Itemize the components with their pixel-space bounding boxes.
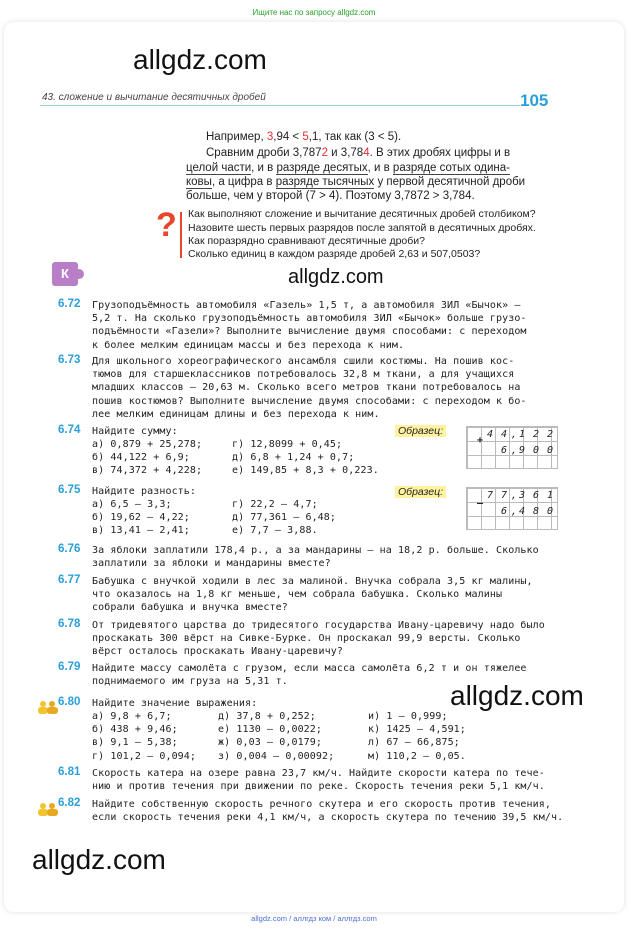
task-text: Скорость катера на озере равна 23,7 км/ч. Найдите скорости катера по тече- нию и против течения при движении по реке. Скорость течения реки 5,1 км/ч. [92, 768, 545, 793]
task-text: За яблоки заплатили 178,4 р., а за мандарины — на 18,2 р. больше. Сколько заплатили за яблоки и мандарины вместе? [92, 545, 539, 570]
example-line-5: больше, чем у второй (7 > 4). Поэтому 3,7872 > 3,784. [186, 190, 475, 202]
header-rule [40, 105, 520, 106]
question-1: Как выполняют сложение и вычитание десятичных дробей столбиком? [188, 208, 536, 220]
watermark-top: allgdz.com [133, 44, 267, 75]
task-items-col2: г) 22,2 – 4,7; д) 77,361 – 6,48; е) 7,7 – 3,88. [232, 499, 337, 537]
task-text: Для школьного хореографического ансамбля сшили костюмы. На пошив кос- тюмов для старшеклассников потребовалось 32,8 м ткани, а для учащихся младших классов — 20,63 м. Сколько всего метров ткани потребовалось на пошив костюмов? Выполните вычисление двумя способами: с переходом к бо- лее мелким единицам длины и без перехода к ним. [92, 356, 527, 420]
question-bracket [180, 212, 182, 258]
page-number: 105 [520, 91, 549, 110]
k-level-badge: К [52, 262, 78, 286]
task-number: 6.76 [58, 543, 81, 555]
task-number: 6.72 [58, 298, 81, 310]
example-line-2: Сравним дроби 3,7872 и 3,784. В этих дробях цифры и в [206, 147, 511, 159]
task-title: Найдите сумму: [92, 426, 178, 437]
sample-addition-grid: + 4 4 , 1 2 2 6 , 9 0 0 [466, 426, 558, 469]
task-text: Грузоподъёмность автомобиля «Газель» 1,5 т, а автомобиля ЗИЛ «Бычок» — 5,2 т. На сколько грузоподъёмность автомобиля ЗИЛ «Бычок» больше грузо- подъёмности «Газели»? Выполните вычисление двумя способами: с переходом к более мелким единицам массы и без перехода к ним. [92, 300, 527, 351]
example-line-4: ковы, а цифра в разряде тысячных у первой десятичной дроби [186, 176, 526, 188]
question-3: Как поразрядно сравнивают десятичные дроби? [188, 235, 425, 247]
task-items-col1: а) 6,5 – 3,3; б) 19,62 – 4,22; в) 13,41 – 2,41; [92, 499, 190, 537]
example-line-1: Например, 3,94 < 5,1, так как (3 < 5). [206, 131, 402, 143]
task-items-col1: а) 0,879 + 25,278; б) 44,122 + 6,9; в) 74,372 + 4,228; [92, 439, 203, 477]
top-search-hint[interactable]: Ищите нас по запросу allgdz.com [252, 8, 376, 17]
question-4: Сколько единиц в каждом разряде дробей 2,63 и 507,0503? [188, 248, 481, 260]
task-title: Найдите значение выражения: [92, 698, 258, 709]
group-work-icon [36, 802, 60, 816]
task-number: 6.81 [58, 766, 81, 778]
example-line-3: целой части, и в разряде десятых, и в разряде сотых одина- [186, 162, 511, 174]
group-work-icon [36, 700, 60, 714]
task-number: 6.80 [58, 696, 81, 708]
task-items-col3: и) 1 – 0,999; к) 1425 – 4,591; л) 67 – 66,875; м) 110,2 – 0,05. [368, 711, 466, 762]
question-mark-icon: ? [156, 206, 177, 244]
watermark-right: allgdz.com [450, 680, 584, 711]
task-text: Найдите собственную скорость речного скутера и его скорость против течения, если скорость течения реки 4,1 км/ч, а скорость скутера по течению 39,5 км/ч. [92, 799, 564, 824]
watermark-bottom: allgdz.com [32, 844, 166, 875]
sample-subtraction-grid: – 7 7 , 3 6 1 6 , 4 8 0 [466, 487, 558, 530]
task-number: 6.77 [58, 574, 81, 586]
task-title: Найдите разность: [92, 486, 197, 497]
task-text: От тридевятого царства до тридесятого государства Ивану-царевичу надо было проскакать 300 вёрст на Сивке-Бурке. Он проскакал 99,9 версты. Сколько вёрст осталось проскакать Ивану-царевичу? [92, 620, 545, 658]
task-number: 6.74 [58, 424, 81, 436]
task-text: Бабушка с внучкой ходили в лес за малиной. Внучка собрала 3,5 кг малины, что оказалось на 1,8 кг меньше, чем собрала бабушка. Сколько малины собрали бабушка и внучка вместе? [92, 576, 533, 614]
sample-label: Образец: [395, 425, 446, 437]
task-text: Найдите массу самолёта с грузом, если масса самолёта 6,2 т и он тяжелее поднимаемого им груза на 5,31 т. [92, 663, 527, 688]
task-number: 6.79 [58, 661, 81, 673]
task-items-col1: а) 9,8 + 6,7; б) 438 + 9,46; в) 9,1 – 5,38; г) 101,2 – 0,094; [92, 711, 197, 762]
section-header: 43. сложение и вычитание десятичных дробей [42, 92, 266, 103]
watermark-middle: allgdz.com [288, 266, 384, 288]
task-number: 6.73 [58, 354, 81, 366]
task-number: 6.82 [58, 797, 81, 809]
question-2: Назовите шесть первых разрядов после запятой в десятичных дробях. [188, 222, 536, 234]
sample-label: Образец: [395, 486, 446, 498]
task-items-col2: д) 37,8 + 0,252; е) 1130 – 0,0022; ж) 0,03 – 0,0179; з) 0,004 – 0,00092; [218, 711, 335, 762]
task-number: 6.75 [58, 484, 81, 496]
task-items-col2: г) 12,8099 + 0,45; д) 6,8 + 1,24 + 0,7; е) 149,85 + 8,3 + 0,223. [232, 439, 379, 477]
task-number: 6.78 [58, 618, 81, 630]
footer-links[interactable]: allgdz.com / аллгдз ком / аллгдз.com [251, 914, 377, 923]
